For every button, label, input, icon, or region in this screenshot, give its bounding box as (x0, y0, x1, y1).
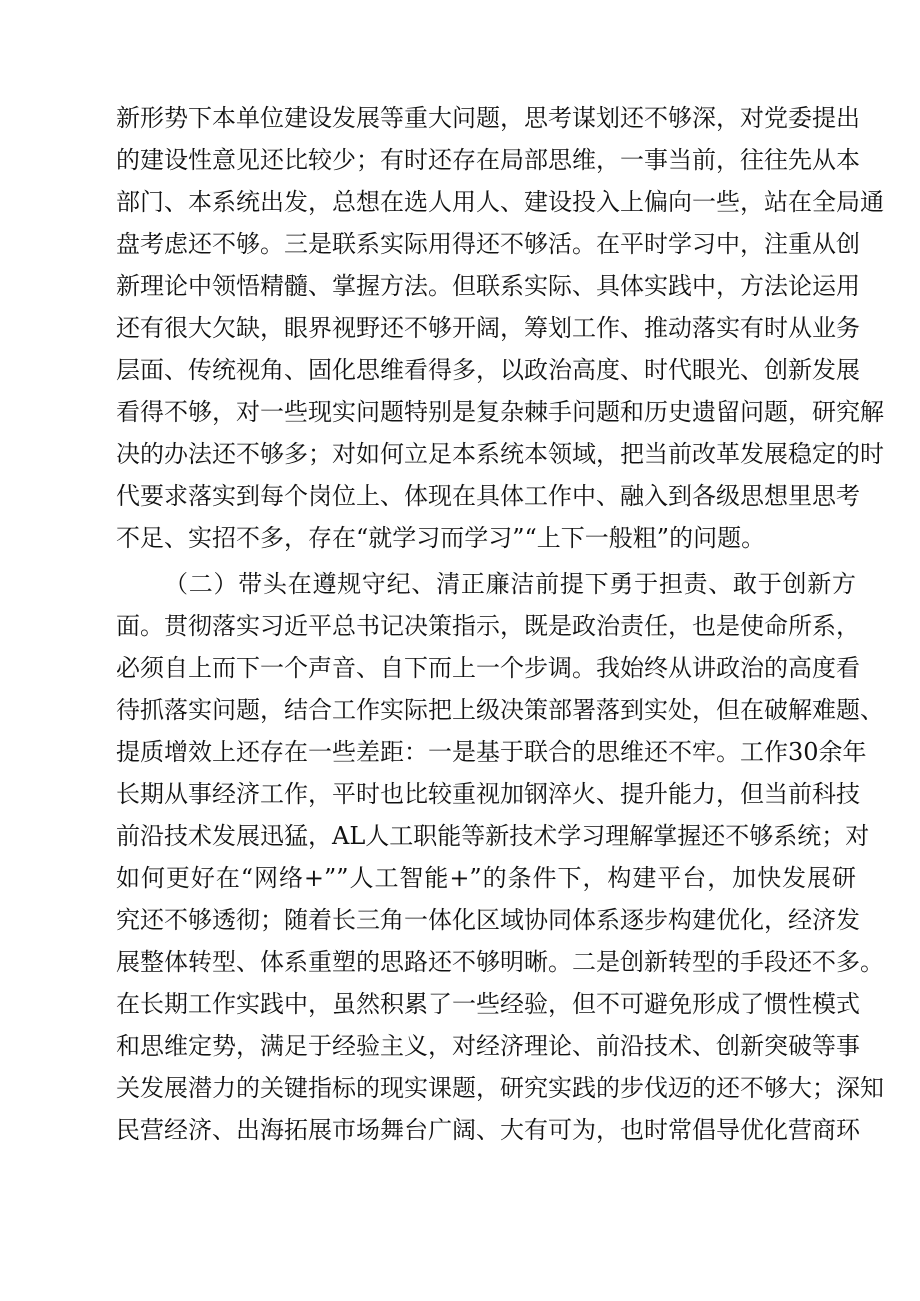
text-line: 决的办法还不够多；对如何立足本系统本领域，把当前改革发展稳定的时 (116, 440, 884, 468)
text-line: 面。贯彻落实习近平总书记决策指示，既是政治责任，也是使命所系， (116, 612, 860, 640)
text-line: 待抓落实问题，结合工作实际把上级决策部署落到实处，但在破解难题、 (116, 696, 884, 724)
text-line: 的建设性意见还比较少；有时还存在局部思维，一事当前，往往先从本 (116, 146, 860, 174)
text-line: 民营经济、出海拓展市场舞台广阔、大有可为，也时常倡导优化营商环 (116, 1116, 860, 1144)
text-line: 长期从事经济工作，平时也比较重视加钢淬火、提升能力，但当前科技 (116, 780, 860, 808)
text-line: 还有很大欠缺，眼界视野还不够开阔，筹划工作、推动落实有时从业务 (116, 314, 860, 342)
text-line: 层面、传统视角、固化思维看得多，以政治高度、时代眼光、创新发展 (116, 356, 860, 384)
text-line: 在长期工作实践中，虽然积累了一些经验，但不可避免形成了惯性模式 (116, 990, 860, 1018)
text-line: 部门、本系统出发，总想在选人用人、建设投入上偏向一些，站在全局通 (116, 188, 884, 216)
text-line: 新理论中领悟精髓、掌握方法。但联系实际、具体实践中，方法论运用 (116, 272, 860, 300)
text-line: 代要求落实到每个岗位上、体现在具体工作中、融入到各级思想里思考 (116, 482, 860, 510)
text-line: 看得不够，对一些现实问题特别是复杂棘手问题和历史遗留问题，研究解 (116, 398, 884, 426)
text-line: 提质增效上还存在一些差距：一是基于联合的思维还不牢。工作30余年 (116, 738, 867, 766)
text-line: 展整体转型、体系重塑的思路还不够明晰。二是创新转型的手段还不多。 (116, 948, 884, 976)
section-heading-line: （二）带头在遵规守纪、清正廉洁前提下勇于担责、敢于创新方 (164, 570, 856, 598)
text-line: 究还不够透彻；随着长三角一体化区域协同体系逐步构建优化，经济发 (116, 906, 860, 934)
paragraph-end-line: 不足、实招不多，存在“就学习而学习”“上下一般粗”的问题。 (116, 524, 766, 552)
text-line: 前沿技术发展迅猛，AL人工职能等新技术学习理解掌握还不够系统；对 (116, 822, 870, 850)
text-line: 必须自上而下一个声音、自下而上一个步调。我始终从讲政治的高度看 (116, 654, 860, 682)
text-line: 关发展潜力的关键指标的现实课题，研究实践的步伐迈的还不够大；深知 (116, 1074, 884, 1102)
text-line: 和思维定势，满足于经验主义，对经济理论、前沿技术、创新突破等事 (116, 1032, 860, 1060)
text-line: 盘考虑还不够。三是联系实际用得还不够活。在平时学习中，注重从创 (116, 230, 860, 258)
text-line: 如何更好在“网络+””人工智能+”的条件下，构建平台，加快发展研 (116, 864, 856, 892)
text-line: 新形势下本单位建设发展等重大问题，思考谋划还不够深，对党委提出 (116, 104, 860, 132)
